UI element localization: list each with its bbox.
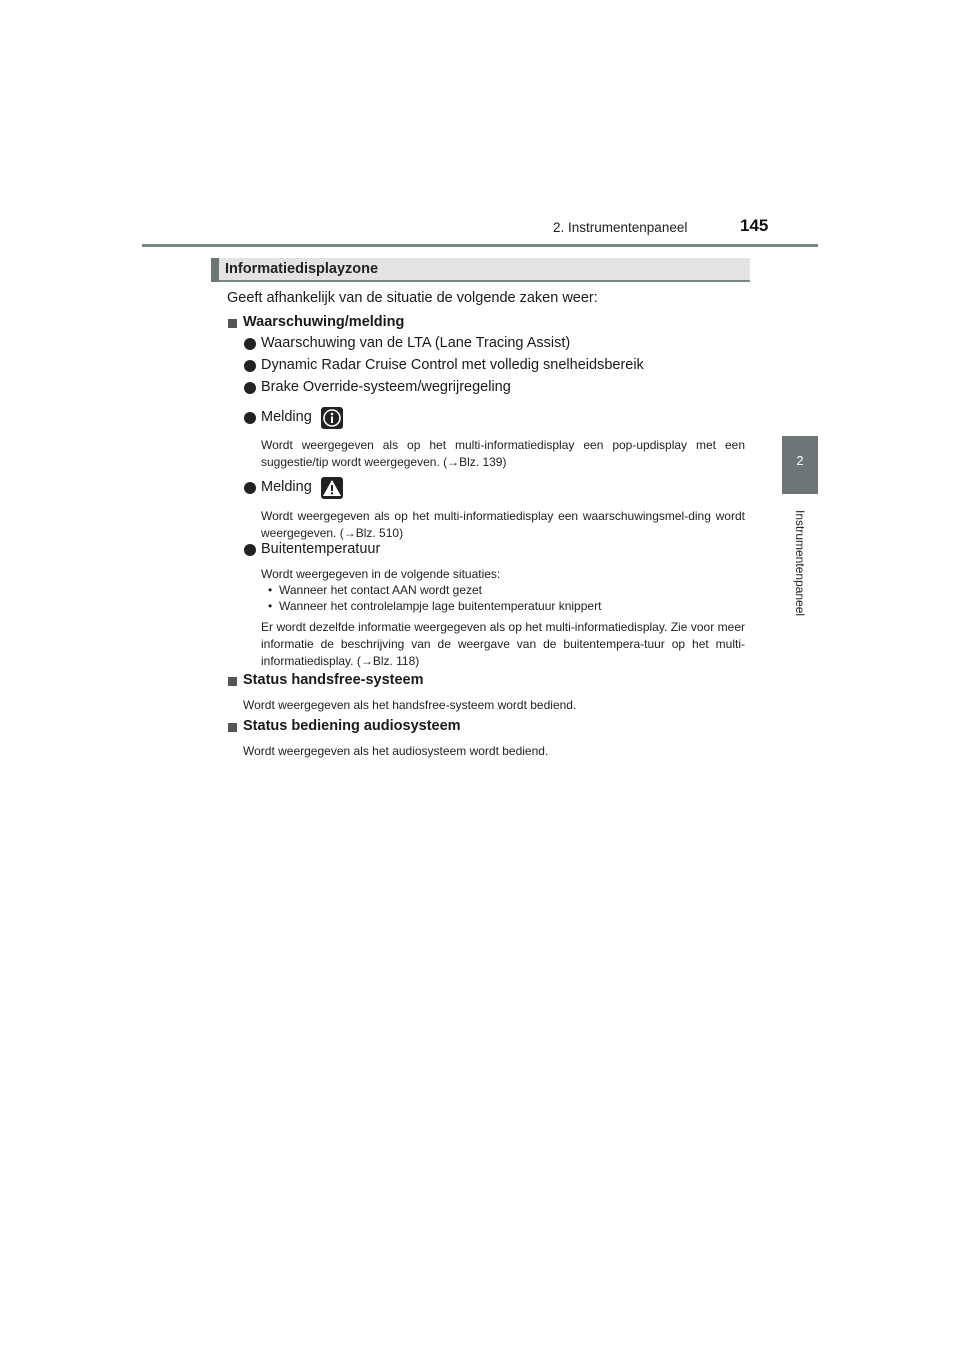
group-heading-audio: Status bediening audiosysteem bbox=[243, 718, 461, 734]
square-bullet-icon bbox=[228, 677, 237, 686]
list-item: Wanneer het controlelampje lage buitentemperatuur knippert bbox=[279, 599, 602, 613]
group-heading-handsfree: Status handsfree-systeem bbox=[243, 672, 424, 688]
handsfree-note: Wordt weergegeven als het handsfree-systeem wordt bediend. bbox=[243, 698, 577, 712]
audio-note: Wordt weergegeven als het audiosysteem wordt bediend. bbox=[243, 744, 549, 758]
bullet-dot-icon bbox=[244, 544, 256, 556]
section-heading bbox=[211, 258, 750, 282]
bullet-dot-icon bbox=[244, 360, 256, 372]
section-intro: Geeft afhankelijk van de situatie de volgende zaken weer: bbox=[227, 290, 598, 306]
info-icon bbox=[321, 407, 343, 429]
warning-triangle-icon bbox=[321, 477, 343, 499]
square-bullet-icon bbox=[228, 319, 237, 328]
outside-temp-note-intro: Wordt weergegeven in de volgende situaties: bbox=[261, 567, 501, 581]
sub-bullet-icon: • bbox=[268, 583, 273, 597]
melding-warning-note: Wordt weergegeven als op het multi-informatiedisplay een waarschuwingsmel-ding wordt weergegeven. (→Blz. 510) bbox=[261, 509, 745, 540]
bullet-dot-icon bbox=[244, 382, 256, 394]
melding-info-label: Melding bbox=[261, 409, 312, 425]
page-number: 145 bbox=[740, 216, 769, 235]
bullet-dot-icon bbox=[244, 338, 256, 350]
chapter-tab bbox=[782, 436, 818, 494]
group-heading-warning: Waarschuwing/melding bbox=[243, 314, 405, 330]
list-item: Dynamic Radar Cruise Control met volledig snelheidsbereik bbox=[261, 357, 644, 373]
outside-temp-label: Buitentemperatuur bbox=[261, 541, 381, 557]
header-rule bbox=[142, 244, 818, 247]
section-title: Informatiedisplayzone bbox=[225, 261, 379, 277]
melding-info-note: Wordt weergegeven als op het multi-informatiedisplay een pop-updisplay met een suggestie/tip wordt weergegeven. (→Blz. 139) bbox=[261, 438, 745, 469]
running-header-section: 2. Instrumentenpaneel bbox=[553, 220, 688, 235]
chapter-number: 2 bbox=[796, 453, 804, 468]
outside-temp-note: Er wordt dezelfde informatie weergegeven als op het multi-informatiedisplay. Zie voor meer informatie de beschrijving van de weergave van de buitentempera-tuur op het multi-informatiedisplay. (→Blz. 118) bbox=[261, 620, 745, 668]
sub-bullet-icon: • bbox=[268, 599, 273, 613]
list-item: Brake Override-systeem/wegrijregeling bbox=[261, 379, 511, 395]
square-bullet-icon bbox=[228, 723, 237, 732]
list-item: Waarschuwing van de LTA (Lane Tracing Assist) bbox=[261, 335, 571, 351]
list-item: Wanneer het contact AAN wordt gezet bbox=[279, 583, 482, 597]
chapter-label: Instrumentenpaneel bbox=[793, 510, 807, 617]
melding-warning-label: Melding bbox=[261, 479, 312, 495]
bullet-dot-icon bbox=[244, 482, 256, 494]
bullet-dot-icon bbox=[244, 412, 256, 424]
section-heading-bar bbox=[211, 258, 219, 282]
